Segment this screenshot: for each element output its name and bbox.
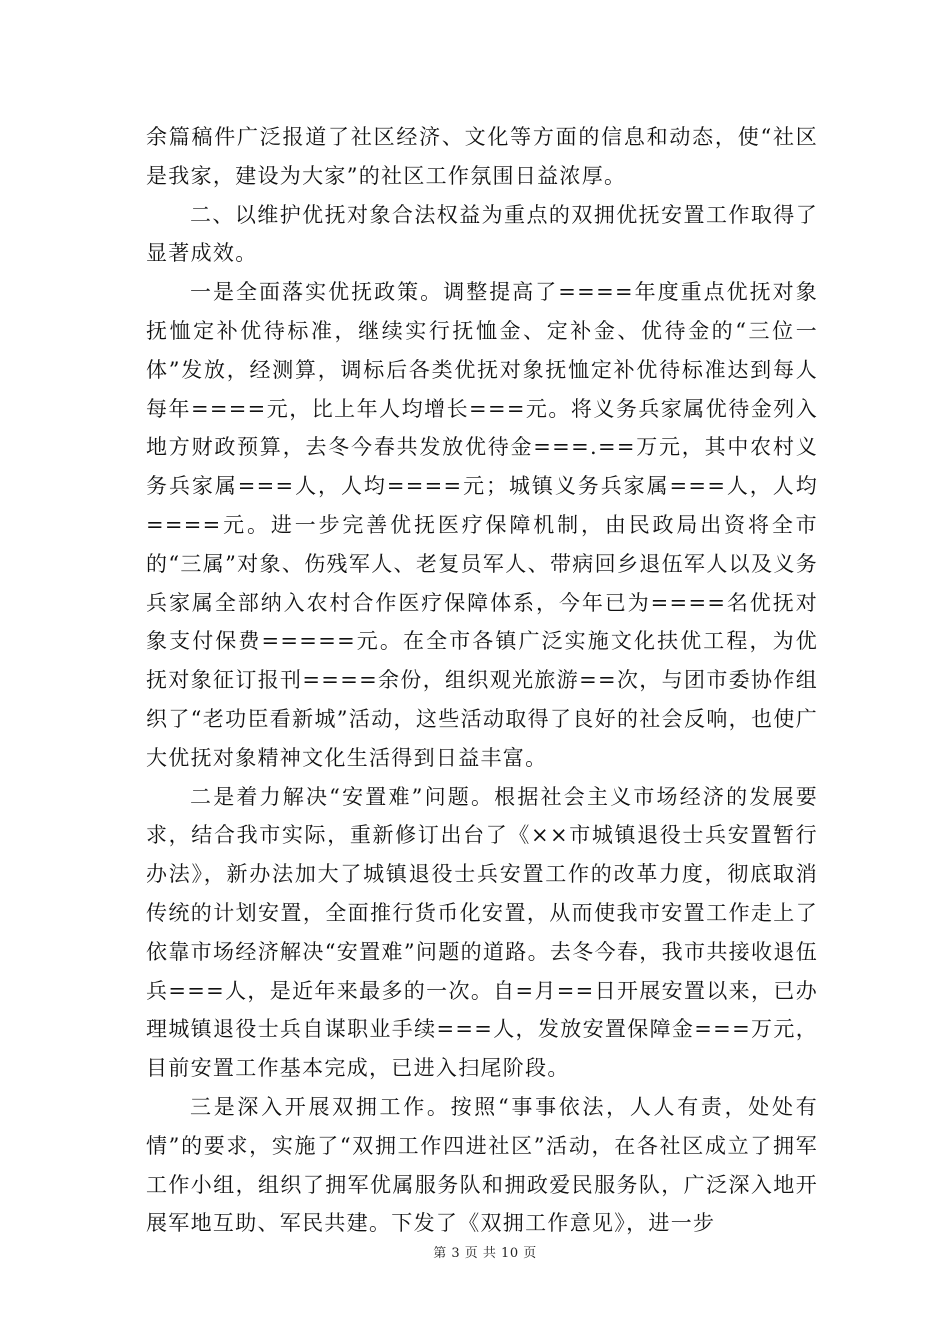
paragraph-1: 余篇稿件广泛报道了社区经济、文化等方面的信息和动态，使“社区是我家，建设为大家”的社区工作氛围日益浓厚。 xyxy=(146,125,818,188)
document-body xyxy=(146,118,818,1243)
paragraph-5: 三是深入开展双拥工作。按照“事事依法，人人有责，处处有情”的要求，实施了“双拥工作四进社区”活动，在各社区成立了拥军工作小组，组织了拥军优属服务队和拥政爱民服务队，广泛深入地开展军地互助、军民共建。下发了《双拥工作意见》，进一步 xyxy=(146,1094,818,1236)
paragraph-4: 二是着力解决“安置难”问题。根据社会主义市场经济的发展要求，结合我市实际，重新修订出台了《××市城镇退役士兵安置暂行办法》，新办法加大了城镇退役士兵安置工作的改革力度，彻底取消传统的计划安置，全面推行货币化安置，从而使我市安置工作走上了依靠市场经济解决“安置难”问题的道路。去冬今春，我市共接收退伍兵===人，是近年来最多的一次。自=月==日开展安置以来，已办理城镇退役士兵自谋职业手续===人，发放安置保障金===万元，目前安置工作基本完成，已进入扫尾阶段。 xyxy=(146,784,818,1081)
paragraph-3: 一是全面落实优抚政策。调整提高了====年度重点优抚对象抚恤定补优待标准，继续实行抚恤金、定补金、优待金的“三位一体”发放，经测算，调标后各类优抚对象抚恤定补优待标准达到每人每年====元，比上年人均增长===元。将义务兵家属优待金列入地方财政预算，去冬今春共发放优待金===.==万元，其中农村义务兵家属===人，人均====元；城镇义务兵家属===人，人均====元。进一步完善优抚医疗保障机制，由民政局出资将全市的“三属”对象、伤残军人、老复员军人、带病回乡退伍军人以及义务兵家属全部纳入农村合作医疗保障体系，今年已为====名优抚对象支付保费=====元。在全市各镇广泛实施文化扶优工程，为优抚对象征订报刊====余份，组织观光旅游==次，与团市委协作组织了“老功臣看新城”活动，这些活动取得了良好的社会反响，也使广大优抚对象精神文化生活得到日益丰富。 xyxy=(146,280,818,770)
paragraph-2: 二、以维护优抚对象合法权益为重点的双拥优抚安置工作取得了显著成效。 xyxy=(146,202,818,266)
page-number-footer: 第 3 页 共 10 页 xyxy=(433,1246,537,1261)
